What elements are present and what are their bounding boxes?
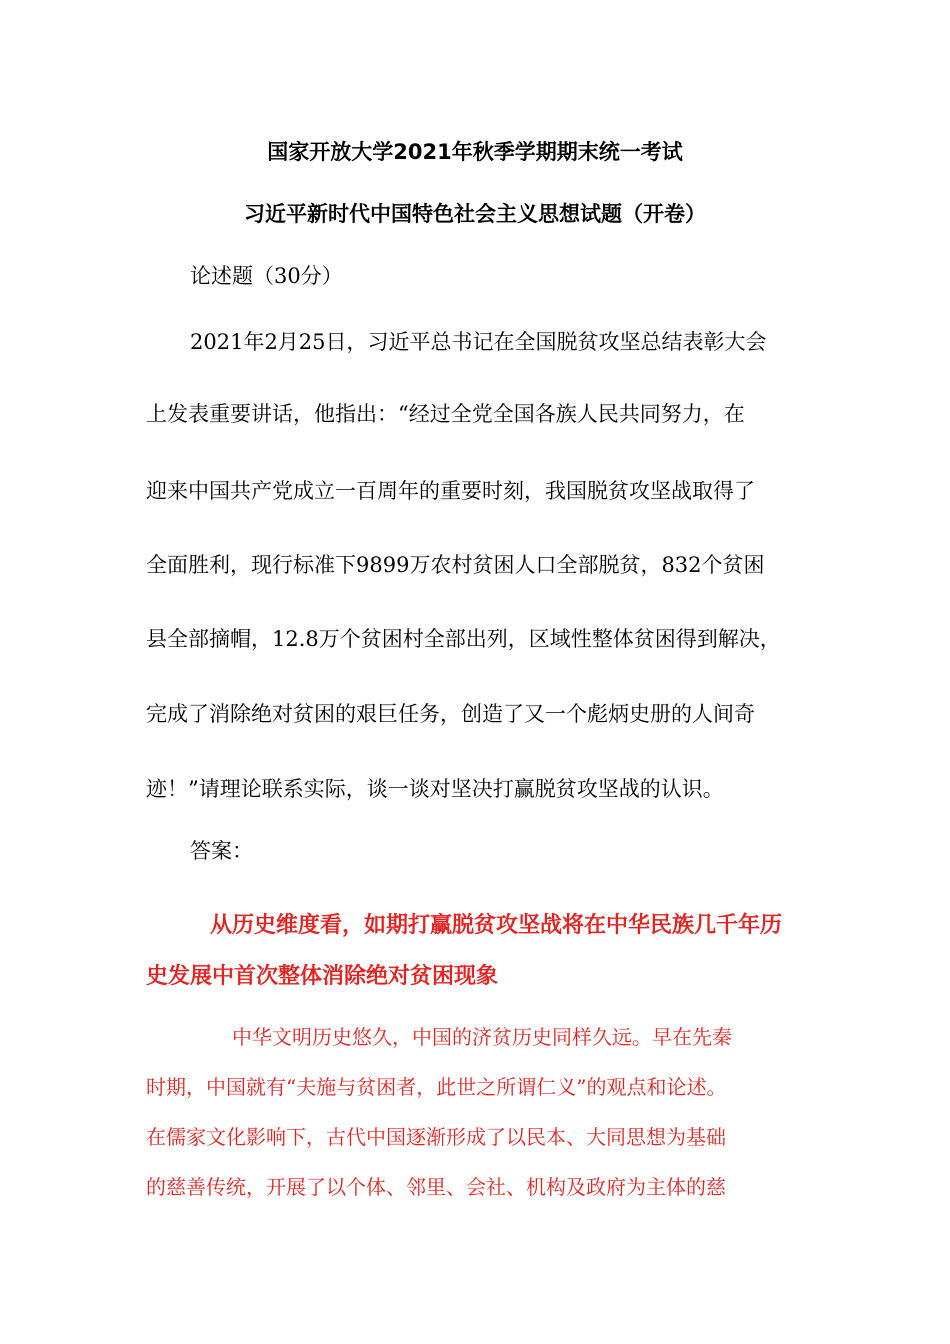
- question-line: 上发表重要讲话，他指出：“经过全党全国各族人民共同努力，在: [146, 402, 745, 426]
- answer-heading-line: 从历史维度看，如期打赢脱贫攻坚战将在中华民族几千年历: [210, 913, 783, 938]
- question-line: 迎来中国共产党成立一百周年的重要时刻，我国脱贫攻坚战取得了: [146, 479, 755, 503]
- exam-title: 国家开放大学2021年秋季学期期末统一考试: [267, 140, 683, 164]
- exam-subtitle: 习近平新时代中国特色社会主义思想试题（开卷）: [244, 202, 706, 226]
- question-line: 全面胜利，现行标准下9899万农村贫困人口全部脱贫，832个贫困: [146, 553, 765, 577]
- question-line: 县全部摘帽，12.8万个贫困村全部出列，区域性整体贫困得到解决，: [146, 627, 781, 651]
- question-line: 完成了消除绝对贫困的艰巨任务，创造了又一个彪炳史册的人间奇: [146, 702, 755, 726]
- answer-body-line: 在儒家文化影响下，古代中国逐渐形成了以民本、大同思想为基础: [146, 1125, 726, 1149]
- answer-body-line: 时期，中国就有“夫施与贫困者，此世之所谓仁义”的观点和论述。: [146, 1075, 727, 1099]
- question-line: 2021年2月25日，习近平总书记在全国脱贫攻坚总结表彰大会: [190, 330, 767, 354]
- answer-heading-line: 史发展中首次整体消除绝对贫困现象: [146, 964, 499, 989]
- question-label: 论述题（30分）: [190, 264, 343, 288]
- answer-body-line: 的慈善传统，开展了以个体、邻里、会社、机构及政府为主体的慈: [146, 1175, 726, 1199]
- answer-label: 答案：: [190, 839, 253, 863]
- question-line: 迹！”请理论联系实际，谈一谈对坚决打赢脱贫攻坚战的认识。: [146, 777, 724, 801]
- answer-body-line: 中华文明历史悠久，中国的济贫历史同样久远。早在先秦: [232, 1025, 732, 1049]
